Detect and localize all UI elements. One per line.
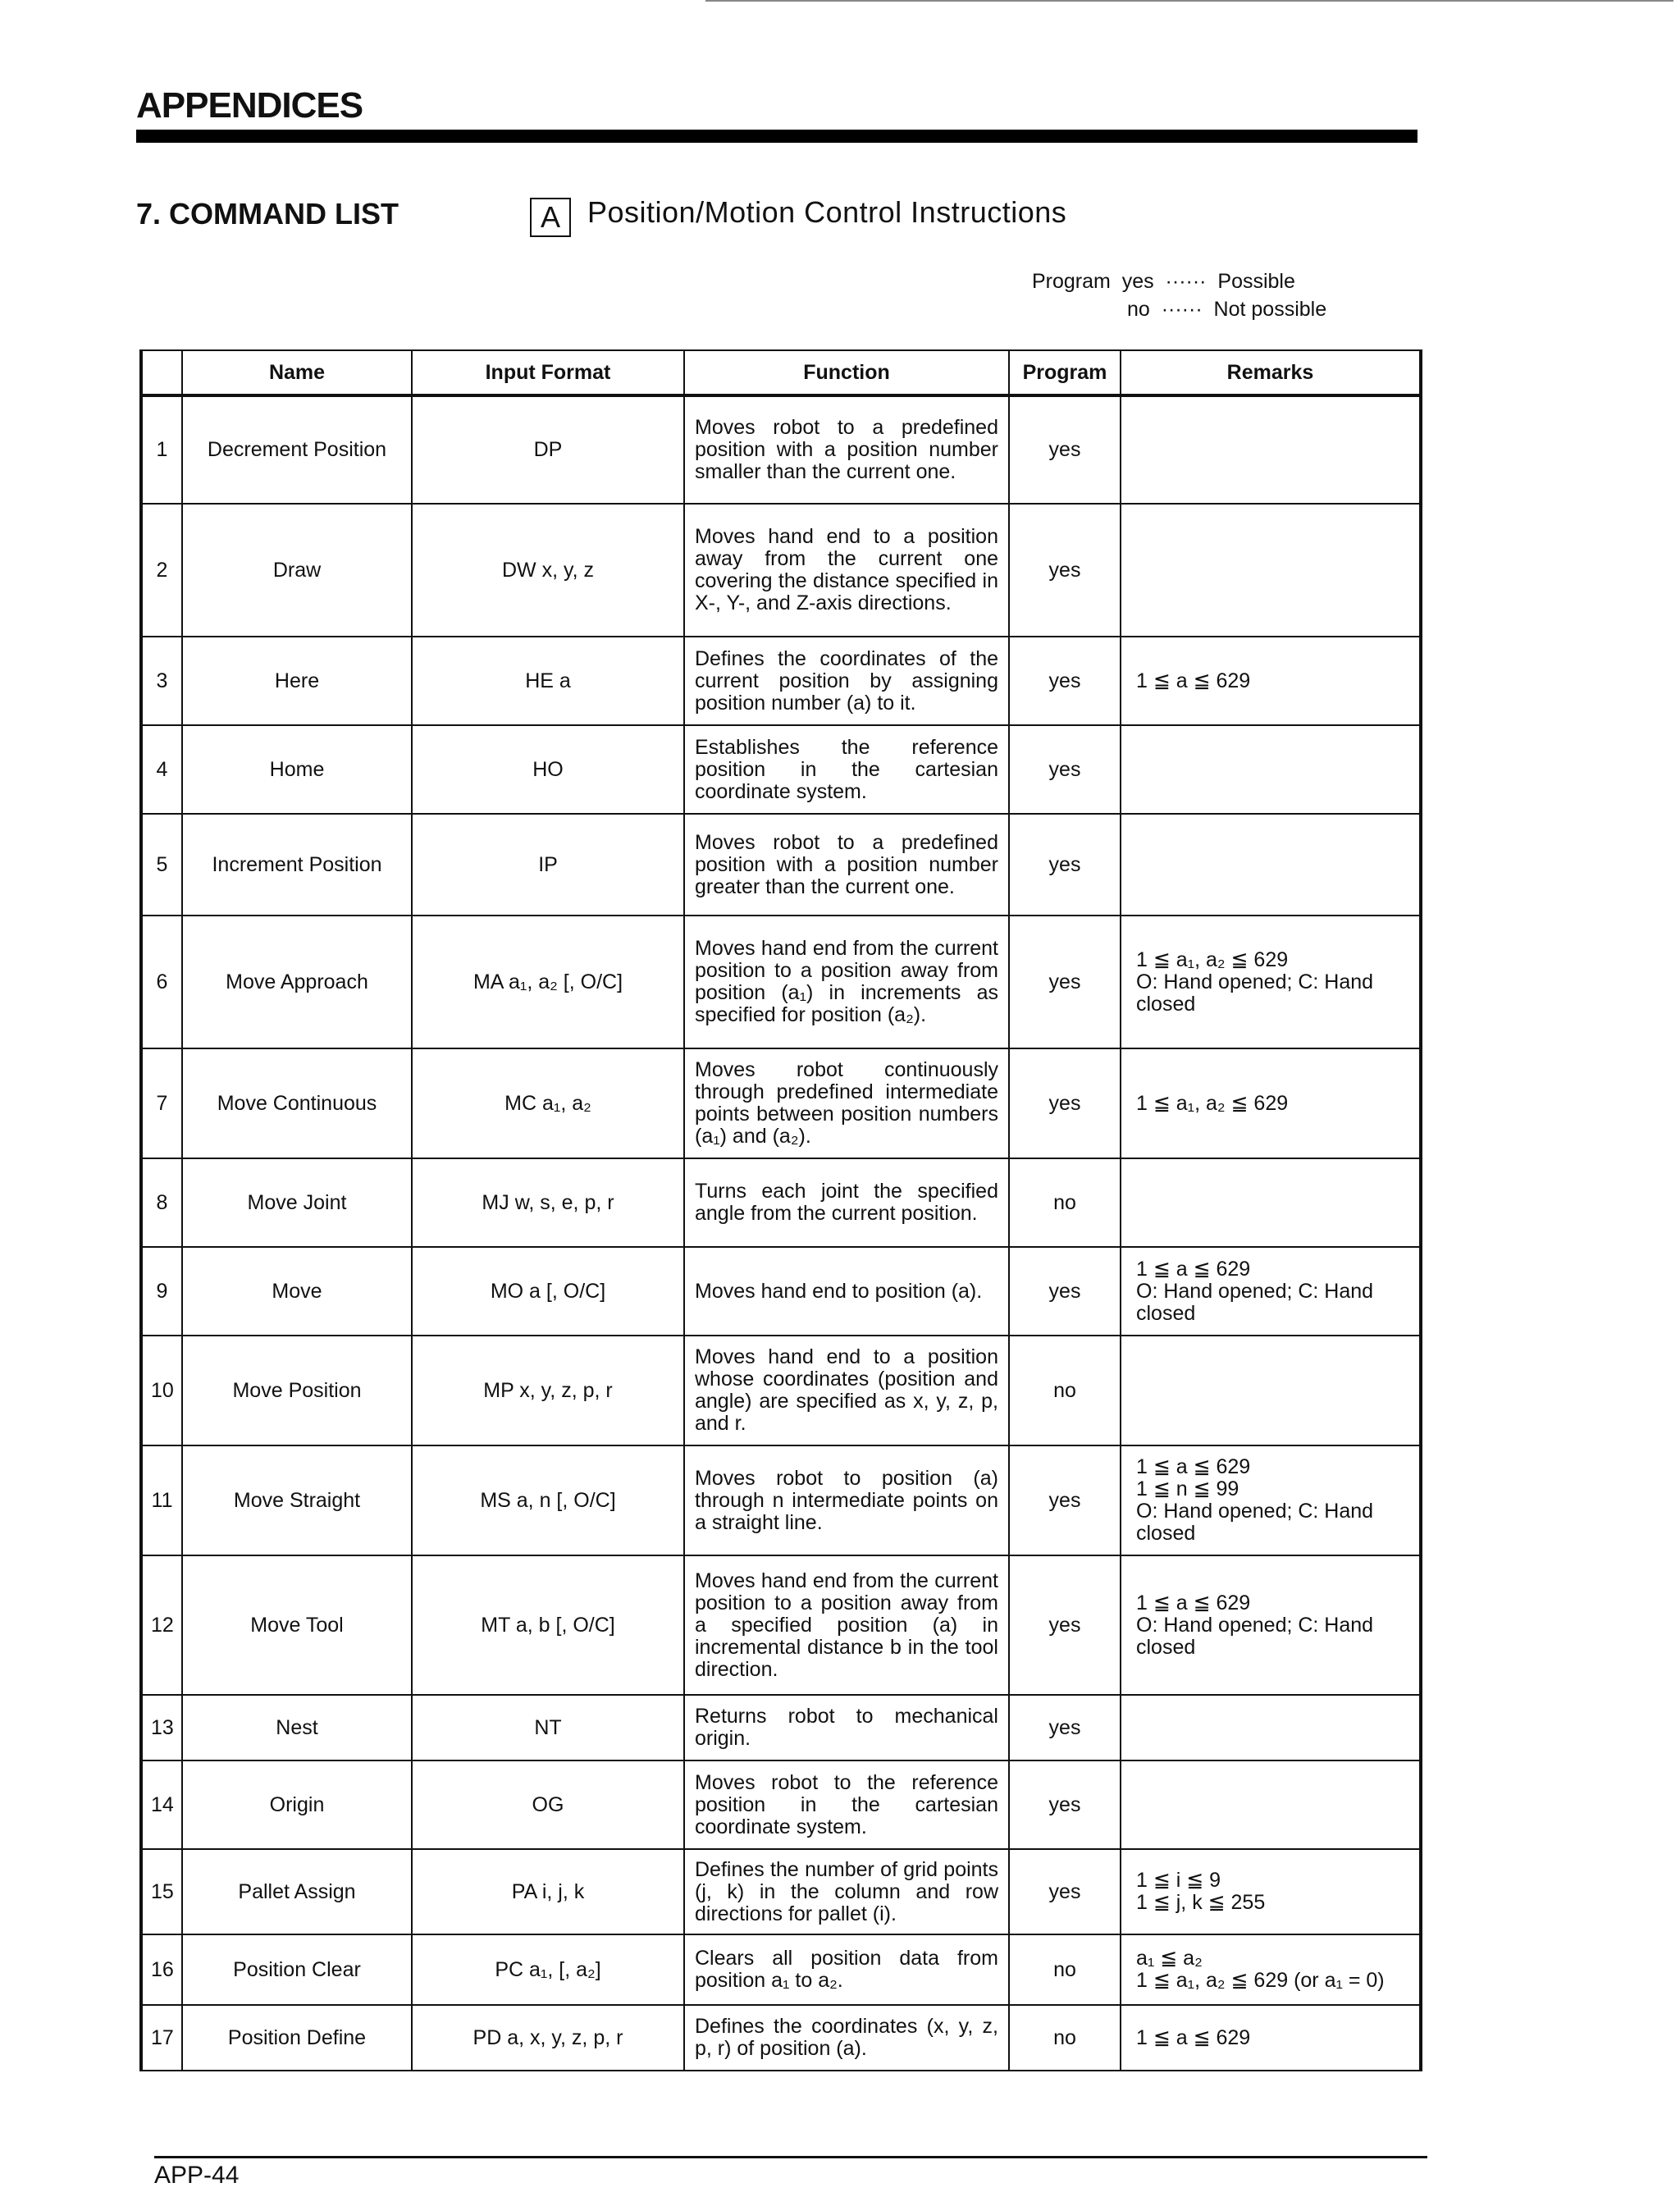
cell-function: Clears all position data from position a₁ to a₂. <box>684 1934 1009 2005</box>
cell-function: Moves hand end to a position whose coordinates (position and angle) are specified as x, y, z, p, and r. <box>684 1336 1009 1445</box>
cell-remarks: 1 ≦ a ≦ 629 O: Hand opened; C: Hand closed <box>1121 1555 1421 1695</box>
section-title: 7. COMMAND LIST <box>136 197 399 231</box>
cell-program: yes <box>1009 1445 1121 1555</box>
cell-program: yes <box>1009 725 1121 814</box>
cell-function: Defines the coordinates (x, y, z, p, r) of position (a). <box>684 2005 1009 2071</box>
cell-remarks <box>1121 725 1421 814</box>
col-header-program: Program <box>1009 350 1121 395</box>
cell-program: yes <box>1009 637 1121 725</box>
table-row <box>141 504 1421 637</box>
cell-remarks: a₁ ≦ a₂ 1 ≦ a₁, a₂ ≦ 629 (or a₁ = 0) <box>1121 1934 1421 2005</box>
table-row <box>141 1247 1421 1336</box>
command-table <box>139 349 1422 2071</box>
cell-remarks <box>1121 1695 1421 1760</box>
cell-format: MO a [, O/C] <box>412 1247 684 1336</box>
footer-rule <box>154 2156 1427 2158</box>
cell-remarks: 1 ≦ a ≦ 629 1 ≦ n ≦ 99 O: Hand opened; C: Hand closed <box>1121 1445 1421 1555</box>
cell-program: no <box>1009 2005 1121 2071</box>
table-row <box>141 2005 1421 2071</box>
col-header-remarks: Remarks <box>1121 350 1421 395</box>
header-bar <box>136 130 1418 143</box>
table-row <box>141 637 1421 725</box>
cell-format: MJ w, s, e, p, r <box>412 1158 684 1247</box>
cell-format: MT a, b [, O/C] <box>412 1555 684 1695</box>
cell-function: Moves hand end from the current position to a position away from a specified position (a) in incremental distance b in the tool direction. <box>684 1555 1009 1695</box>
cell-program: yes <box>1009 1555 1121 1695</box>
cell-num: 4 <box>141 725 182 814</box>
cell-name: Origin <box>182 1760 412 1849</box>
col-header-input-format: Input Format <box>412 350 684 395</box>
cell-remarks: 1 ≦ a ≦ 629 <box>1121 2005 1421 2071</box>
cell-format: MS a, n [, O/C] <box>412 1445 684 1555</box>
cell-function: Establishes the reference position in the cartesian coordinate system. <box>684 725 1009 814</box>
cell-name: Home <box>182 725 412 814</box>
table-row <box>141 1695 1421 1760</box>
cell-function: Moves robot to a predefined position with a position number greater than the current one. <box>684 814 1009 916</box>
cell-program: yes <box>1009 1048 1121 1158</box>
cell-name: Position Define <box>182 2005 412 2071</box>
legend-line-no: no ······ Not possible <box>1127 298 1327 321</box>
cell-name: Move Joint <box>182 1158 412 1247</box>
table-row <box>141 1555 1421 1695</box>
cell-num: 12 <box>141 1555 182 1695</box>
cell-program: yes <box>1009 1695 1121 1760</box>
cell-format: HE a <box>412 637 684 725</box>
table-row <box>141 1158 1421 1247</box>
cell-name: Draw <box>182 504 412 637</box>
cell-remarks: 1 ≦ a₁, a₂ ≦ 629 <box>1121 1048 1421 1158</box>
cell-format: DW x, y, z <box>412 504 684 637</box>
cell-remarks: 1 ≦ a ≦ 629 O: Hand opened; C: Hand closed <box>1121 1247 1421 1336</box>
section-letter-box: A <box>530 198 571 237</box>
cell-num: 6 <box>141 916 182 1048</box>
cell-num: 5 <box>141 814 182 916</box>
cell-format: MA a₁, a₂ [, O/C] <box>412 916 684 1048</box>
cell-function: Moves robot continuously through predefined intermediate points between position numbers (a₁) and (a₂). <box>684 1048 1009 1158</box>
cell-num: 2 <box>141 504 182 637</box>
table-row <box>141 1445 1421 1555</box>
program-legend <box>1032 267 1326 323</box>
cell-format: PC a₁, [, a₂] <box>412 1934 684 2005</box>
cell-name: Decrement Position <box>182 395 412 504</box>
cell-name: Move Tool <box>182 1555 412 1695</box>
table-row <box>141 814 1421 916</box>
cell-function: Moves robot to the reference position in the cartesian coordinate system. <box>684 1760 1009 1849</box>
cell-format: DP <box>412 395 684 504</box>
cell-num: 1 <box>141 395 182 504</box>
cell-program: yes <box>1009 1760 1121 1849</box>
cell-function: Moves robot to a predefined position with a position number smaller than the current one. <box>684 395 1009 504</box>
cell-program: yes <box>1009 1849 1121 1934</box>
cell-program: yes <box>1009 814 1121 916</box>
cell-program: yes <box>1009 504 1121 637</box>
cell-function: Defines the coordinates of the current position by assigning position number (a) to it. <box>684 637 1009 725</box>
col-header-number <box>141 350 182 395</box>
cell-num: 15 <box>141 1849 182 1934</box>
cell-program: no <box>1009 1934 1121 2005</box>
cell-function: Defines the number of grid points (j, k) in the column and row directions for pallet (i). <box>684 1849 1009 1934</box>
cell-name: Move Position <box>182 1336 412 1445</box>
cell-program: no <box>1009 1158 1121 1247</box>
cell-format: PA i, j, k <box>412 1849 684 1934</box>
cell-remarks <box>1121 504 1421 637</box>
cell-name: Pallet Assign <box>182 1849 412 1934</box>
cell-name: Here <box>182 637 412 725</box>
cell-function: Moves hand end from the current position to a position away from position (a₁) in increments as specified for position (a₂). <box>684 916 1009 1048</box>
cell-num: 17 <box>141 2005 182 2071</box>
cell-format: PD a, x, y, z, p, r <box>412 2005 684 2071</box>
cell-num: 13 <box>141 1695 182 1760</box>
col-header-name: Name <box>182 350 412 395</box>
table-header-row <box>141 350 1421 395</box>
cell-num: 7 <box>141 1048 182 1158</box>
table-row <box>141 1849 1421 1934</box>
cell-format: IP <box>412 814 684 916</box>
table-row <box>141 395 1421 504</box>
cell-program: yes <box>1009 395 1121 504</box>
top-edge-rule <box>705 0 1673 2</box>
table-row <box>141 1934 1421 2005</box>
table-row <box>141 725 1421 814</box>
cell-remarks: 1 ≦ a ≦ 629 <box>1121 637 1421 725</box>
cell-num: 14 <box>141 1760 182 1849</box>
cell-num: 16 <box>141 1934 182 2005</box>
cell-function: Moves robot to position (a) through n intermediate points on a straight line. <box>684 1445 1009 1555</box>
cell-num: 11 <box>141 1445 182 1555</box>
section-subtitle: Position/Motion Control Instructions <box>587 195 1067 229</box>
cell-remarks <box>1121 814 1421 916</box>
cell-num: 9 <box>141 1247 182 1336</box>
legend-line-yes: Program yes ······ Possible <box>1032 270 1295 293</box>
cell-program: yes <box>1009 916 1121 1048</box>
cell-format: NT <box>412 1695 684 1760</box>
cell-function: Moves hand end to a position away from the current one covering the distance specified in X-, Y-, and Z-axis directions. <box>684 504 1009 637</box>
cell-name: Move Straight <box>182 1445 412 1555</box>
table-row <box>141 1048 1421 1158</box>
cell-program: yes <box>1009 1247 1121 1336</box>
cell-remarks <box>1121 1760 1421 1849</box>
cell-remarks: 1 ≦ i ≦ 9 1 ≦ j, k ≦ 255 <box>1121 1849 1421 1934</box>
cell-remarks <box>1121 1158 1421 1247</box>
cell-function: Moves hand end to position (a). <box>684 1247 1009 1336</box>
cell-format: MP x, y, z, p, r <box>412 1336 684 1445</box>
cell-num: 8 <box>141 1158 182 1247</box>
cell-remarks <box>1121 395 1421 504</box>
cell-format: MC a₁, a₂ <box>412 1048 684 1158</box>
cell-num: 10 <box>141 1336 182 1445</box>
table-row <box>141 916 1421 1048</box>
table-row <box>141 1336 1421 1445</box>
cell-name: Increment Position <box>182 814 412 916</box>
col-header-function: Function <box>684 350 1009 395</box>
cell-name: Nest <box>182 1695 412 1760</box>
cell-program: no <box>1009 1336 1121 1445</box>
cell-num: 3 <box>141 637 182 725</box>
cell-name: Move Approach <box>182 916 412 1048</box>
cell-format: OG <box>412 1760 684 1849</box>
cell-remarks: 1 ≦ a₁, a₂ ≦ 629 O: Hand opened; C: Hand closed <box>1121 916 1421 1048</box>
cell-remarks <box>1121 1336 1421 1445</box>
page-number: APP-44 <box>154 2162 240 2189</box>
cell-format: HO <box>412 725 684 814</box>
cell-name: Move <box>182 1247 412 1336</box>
cell-name: Move Continuous <box>182 1048 412 1158</box>
cell-function: Turns each joint the specified angle from the current position. <box>684 1158 1009 1247</box>
table-row <box>141 1760 1421 1849</box>
page-header: APPENDICES <box>136 85 363 126</box>
cell-name: Position Clear <box>182 1934 412 2005</box>
cell-function: Returns robot to mechanical origin. <box>684 1695 1009 1760</box>
